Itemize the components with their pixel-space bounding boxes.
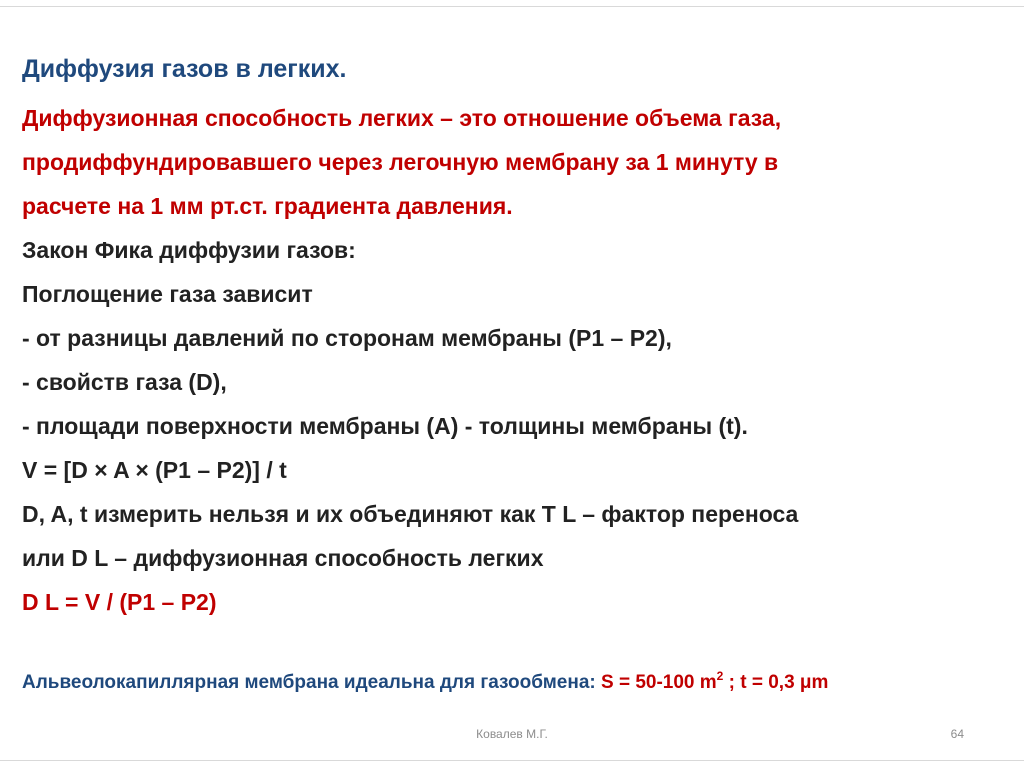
slide-body [22, 96, 1012, 624]
bottom-divider [0, 760, 1024, 761]
top-divider [0, 6, 1024, 7]
membrane-note [22, 669, 829, 694]
area-exponent: 2 [716, 669, 724, 683]
page-number: 64 [950, 727, 964, 741]
diffusion-capacity-text: или D L – диффузионная способность легких [22, 545, 544, 571]
membrane-thickness-value: ; t = 0,3 μm [723, 672, 829, 693]
absorption-intro: Поглощение газа зависит [22, 281, 313, 307]
bullet-membrane-area-thickness: - площади поверхности мембраны (A) - толщины мембраны (t). [22, 413, 748, 439]
dl-formula: D L = V / (P1 – P2) [22, 589, 217, 615]
fick-formula: V = [D × A × (P1 – P2)] / t [22, 457, 287, 483]
footer-author: Ковалев М.Г. [476, 727, 548, 741]
definition-line-1: Диффузионная способность легких – это отношение объема газа, [22, 105, 782, 131]
slide-title: Диффузия газов в легких. [22, 55, 347, 83]
bullet-gas-properties: - свойств газа (D), [22, 369, 227, 395]
membrane-note-values [601, 669, 829, 693]
definition-line-2: продиффундировавшего через легочную мембрану за 1 минуту в [22, 149, 779, 175]
transfer-factor-text: D, A, t измерить нельзя и их объединяют как T L – фактор переноса [22, 501, 799, 527]
bullet-pressure-difference: - от разницы давлений по сторонам мембраны (P1 – P2), [22, 325, 672, 351]
membrane-area-value: S = 50-100 m [601, 672, 717, 693]
membrane-note-text: Альвеолокапиллярная мембрана идеальна для газообмена: [22, 672, 601, 693]
fick-law-heading: Закон Фика диффузии газов: [22, 237, 356, 263]
definition-line-3: расчете на 1 мм рт.ст. градиента давления. [22, 193, 513, 219]
